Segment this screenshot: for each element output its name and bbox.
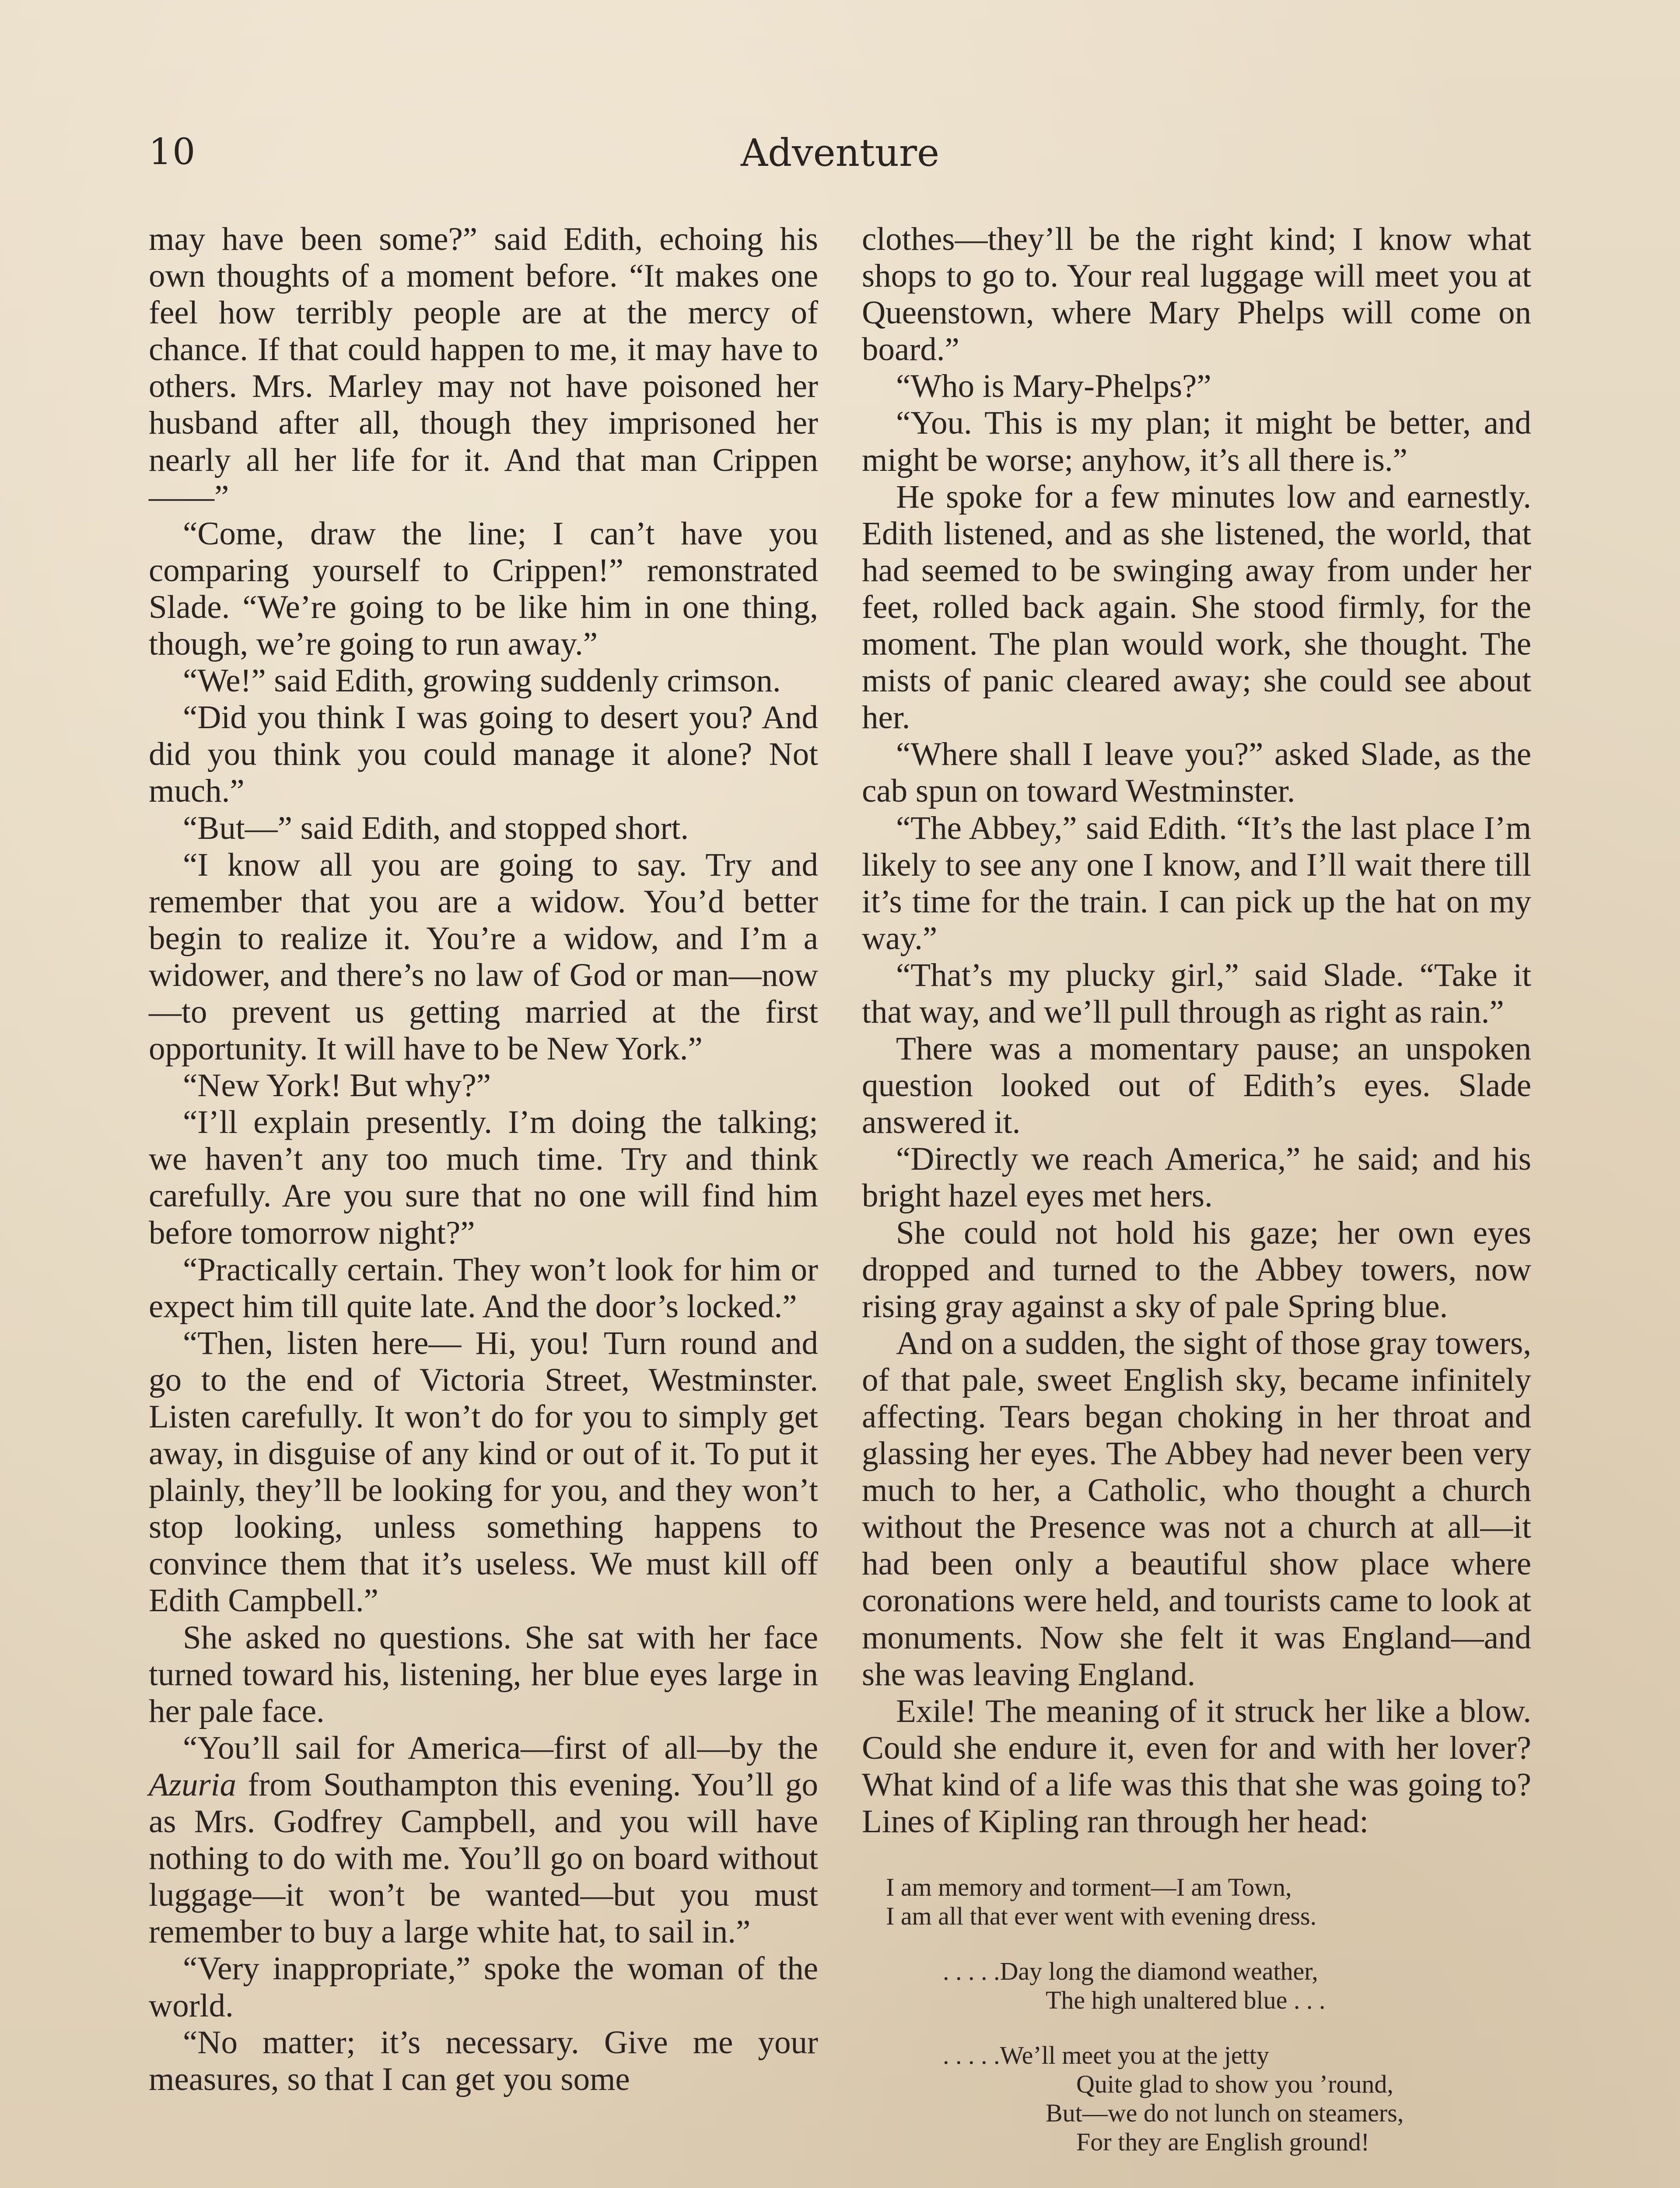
running-title: Adventure [741,131,939,175]
paragraph [149,1730,818,1951]
verse-line: I am memory and torment—I am Town, [886,1873,1292,1902]
verse-line: Quite glad to show you ’round, [1076,2070,1393,2099]
verse-line: I am all that ever went with evening dress. [886,1902,1317,1931]
verse-line: The high unaltered blue . . . [1046,1986,1326,2015]
kipling-verse [862,1873,1531,2156]
paragraph: clothes—they’ll be the right kind; I know what shops to go to. Your real luggage will meet you at Queenstown, where Mary Phelps will come on board.” [862,221,1531,368]
paragraph: And on a sudden, the sight of those gray towers, of that pale, sweet English sky, became infinitely affecting. Tears began choking in her throat and glassing her eyes. The Abbey had never been very much to her, a Catholic, who thought a church without the Presence was not a church at all—it had been only a beautiful show place where coronations were held, and tourists came to look at monuments. Now she felt it was England—and she was leaving England. [862,1325,1531,1693]
verse-line: But—we do not lunch on steamers, [1046,2099,1404,2128]
paragraph: He spoke for a few minutes low and earnestly. Edith listened, and as she listened, the world, that had seemed to be swinging away from under her feet, rolled back again. She stood firmly, for the moment. The plan would work, she thought. The mists of panic cleared away; she could see about her. [862,478,1531,736]
paragraph: “New York! But why?” [183,1067,491,1104]
paragraph: “No matter; it’s necessary. Give me your measures, so that I can get you some [149,2024,818,2097]
paragraph: “I’ll explain presently. I’m doing the talking; we haven’t any too much time. Try and think carefully. Are you sure that no one will find him before tomorrow night?” [149,1104,818,1251]
paragraph-text: from Southampton this evening. You’ll go as Mrs. Godfrey Campbell, and you will have nothing to do with me. You’ll go on board without luggage—it won’t be wanted—but you must remember to buy a large white hat, to sail in.” [149,1766,818,1950]
paragraph: Exile! The meaning of it struck her like a blow. Could she endure it, even for and with her lover? What kind of a life was this that she was going to? Lines of Kipling ran through her head: [862,1693,1531,1840]
left-column [149,221,818,2098]
ship-name: Azuria [149,1766,237,1803]
verse-line: For they are English ground! [1076,2128,1370,2156]
paragraph-text: “You’ll sail for America—first of all—by the [183,1729,818,1766]
paragraph: “Did you think I was going to desert you? And did you think you could manage it alone? Not much.” [149,699,818,810]
paragraph: “Directly we reach America,” he said; and his bright hazel eyes met hers. [862,1141,1531,1214]
paragraph: “We!” said Edith, growing suddenly crimson. [183,663,781,699]
verse-stanza [862,1957,1531,2015]
verse-line: . . . . .We’ll meet you at the jetty [943,2041,1269,2070]
paragraph: “That’s my plucky girl,” said Slade. “Take it that way, and we’ll pull through as right as rain.” [862,957,1531,1030]
paragraph: “Practically certain. They won’t look for him or expect him till quite late. And the door’s locked.” [149,1251,818,1325]
paragraph: “The Abbey,” said Edith. “It’s the last place I’m likely to see any one I know, and I’ll wait there till it’s time for the train. I can pick up the hat on my way.” [862,810,1531,957]
paragraph: “Where shall I leave you?” asked Slade, as the cab spun on toward Westminster. [862,736,1531,810]
verse-stanza [886,1873,1531,1931]
paragraph: “But—” said Edith, and stopped short. [183,810,689,846]
paragraph: She asked no questions. She sat with her face turned toward his, listening, her blue eyes large in her pale face. [149,1619,818,1729]
paragraph: “You. This is my plan; it might be better, and might be worse; anyhow, it’s all there is.” [862,405,1531,478]
paragraph: “I know all you are going to say. Try and remember that you are a widow. You’d better begin to realize it. You’re a widow, and I’m a widower, and there’s no law of God or man—now—to prevent us getting married at the first opportunity. It will have to be New York.” [149,846,818,1067]
paragraph: “Then, listen here— Hi, you! Turn round and go to the end of Victoria Street, Westminster. Listen carefully. It won’t do for you to simply get away, in disguise of any kind or out of it. To put it plainly, they’ll be looking for you, and they won’t stop looking, unless something happens to convince them that it’s useless. We must kill off Edith Campbell.” [149,1325,818,1619]
paragraph: There was a momentary pause; an unspoken question looked out of Edith’s eyes. Slade answered it. [862,1031,1531,1141]
verse-line: . . . . .Day long the diamond weather, [943,1957,1318,1986]
paragraph: may have been some?” said Edith, echoing his own thoughts of a moment before. “It makes one feel how terribly people are at the mercy of chance. If that could happen to me, it may have to others. Mrs. Marley may not have poisoned her husband after all, though they imprisoned her nearly all her life for it. And that man Crippen——” [149,221,818,515]
verse-stanza [862,2041,1531,2156]
paragraph: “Very inappropriate,” spoke the woman of the world. [149,1950,818,2024]
paragraph: “Come, draw the line; I can’t have you comparing yourself to Crippen!” remonstrated Slade. “We’re going to be like him in one thing, though, we’re going to run away.” [149,515,818,663]
paragraph: “Who is Mary-Phelps?” [896,368,1211,405]
page-number: 10 [149,131,196,173]
right-column [862,221,1531,2183]
page-header [149,131,1531,179]
paragraph: She could not hold his gaze; her own eyes dropped and turned to the Abbey towers, now rising gray against a sky of pale Spring blue. [862,1214,1531,1325]
